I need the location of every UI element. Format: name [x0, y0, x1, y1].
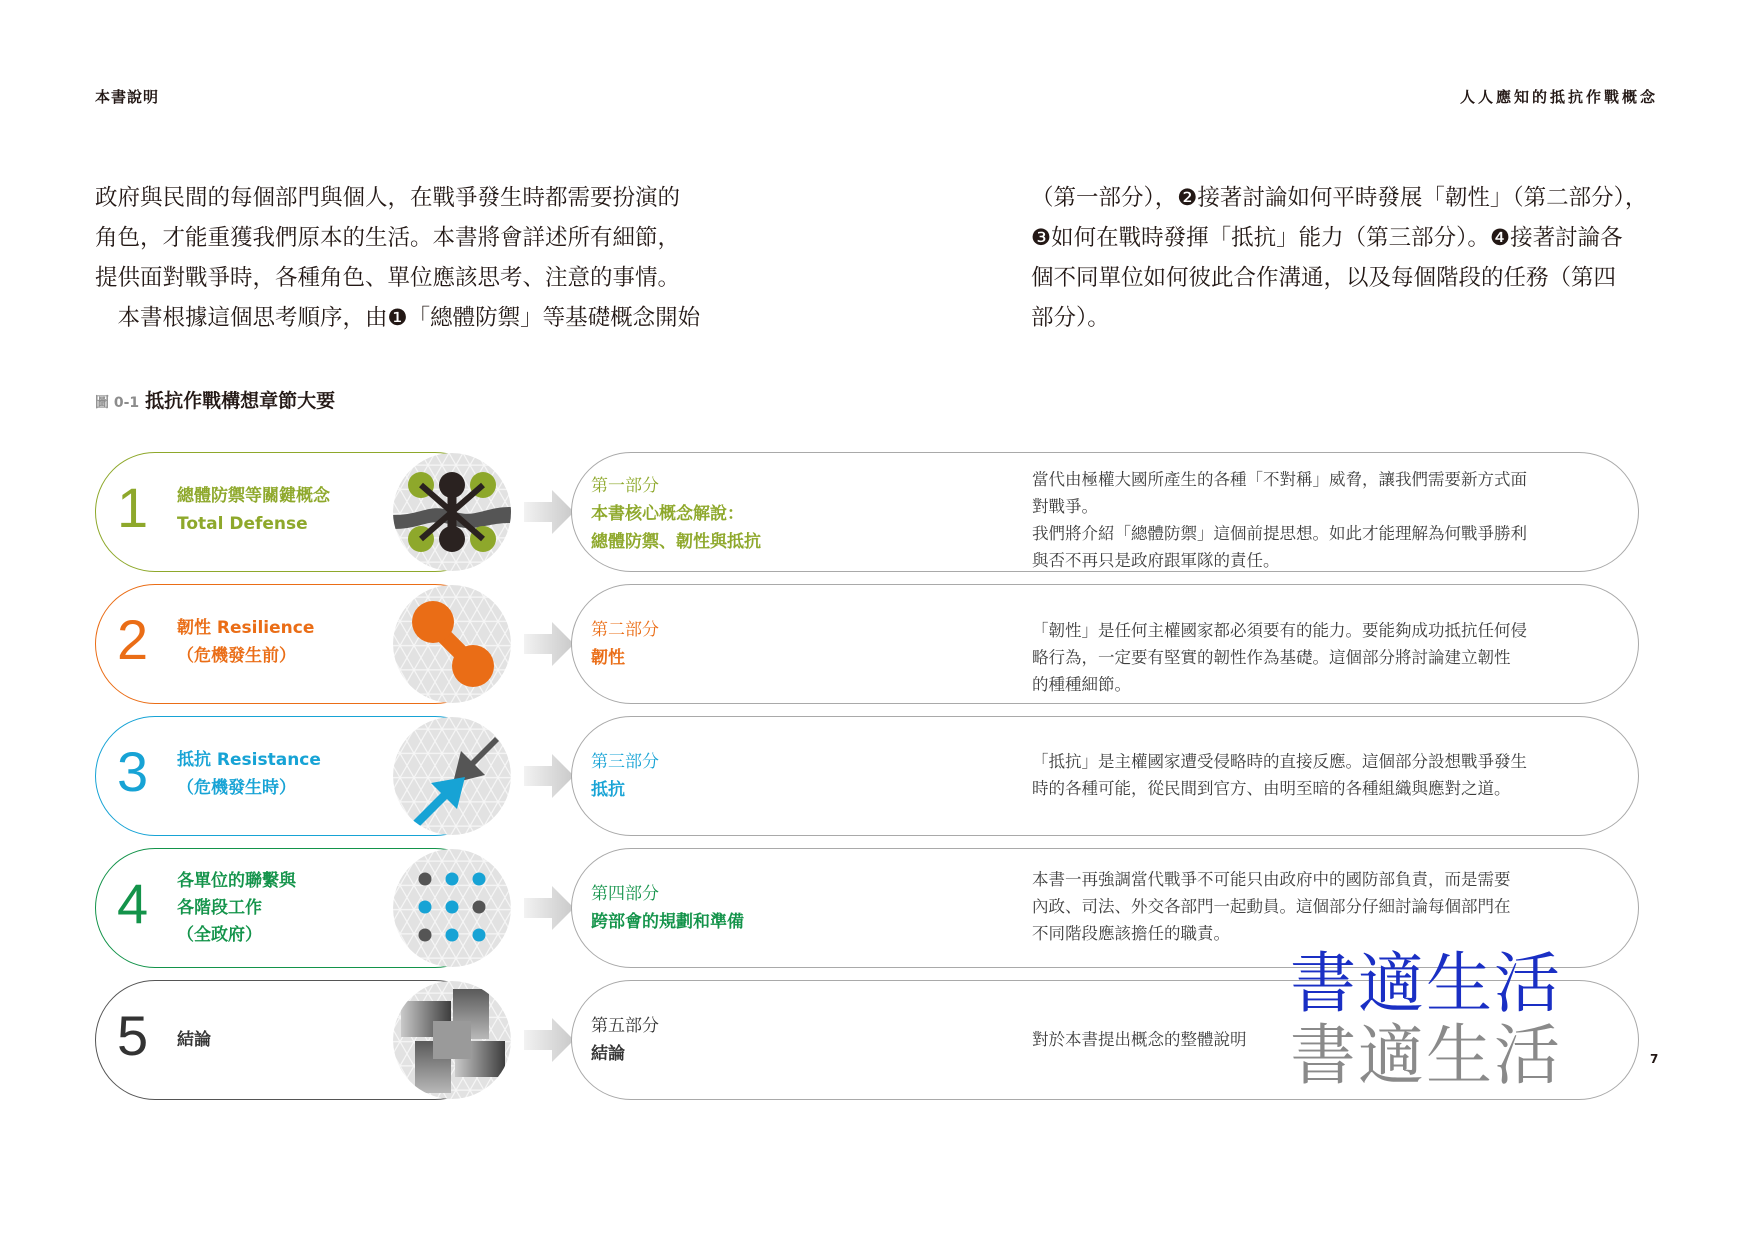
part-description: [1032, 466, 1592, 574]
part-title-line: 總體防禦、韌性與抵抗: [591, 532, 761, 552]
description-line: 內政、司法、外交各部門一起動員。這個部分仔細討論每個部門在: [1032, 897, 1511, 916]
body-line: 部分）。: [1031, 305, 1110, 331]
body-line: 個不同單位如何彼此合作溝通，以及每個階段的任務（第四: [1031, 265, 1617, 291]
page-number: 7: [1650, 1052, 1659, 1066]
chapter-title: [177, 482, 330, 538]
arrow-right-icon: [524, 622, 574, 666]
part-description: [1032, 748, 1592, 802]
running-head-right: 人人應知的抵抗作戰概念: [1459, 88, 1658, 106]
opposing-arrows-icon: [393, 717, 511, 835]
chapter-title-line: 結論: [177, 1030, 211, 1050]
chapter-title-line: （危機發生時）: [177, 778, 296, 798]
arrow-right-icon: [524, 1018, 574, 1062]
description-line: 對戰爭。: [1032, 497, 1098, 516]
part-label: [591, 880, 744, 936]
description-line: 我們將介紹「總體防禦」這個前提思想。如此才能理解為何戰爭勝利: [1032, 524, 1527, 543]
part-number: 第二部分: [591, 620, 659, 640]
description-line: 「抵抗」是主權國家遭受侵略時的直接反應。這個部分設想戰爭發生: [1032, 752, 1527, 771]
body-line: 政府與民間的每個部門與個人，在戰爭發生時都需要扮演的: [95, 185, 681, 211]
chapter-title: [177, 1026, 211, 1054]
description-line: 與否不再只是政府跟軍隊的責任。: [1032, 551, 1280, 570]
arrow-right-icon: [524, 886, 574, 930]
part-title-line: 本書核心概念解說：: [591, 504, 744, 524]
chapter-title-line: 各階段工作: [177, 898, 262, 918]
part-number: 第五部分: [591, 1016, 659, 1036]
body-line: （第一部分），❷接著討論如何平時發展「韌性」（第二部分），: [1031, 185, 1648, 211]
description-line: 略行為，一定要有堅實的韌性作為基礎。這個部分將討論建立韌性: [1032, 648, 1511, 667]
chapter-row-3: [0, 716, 1749, 838]
chapter-title-line: 總體防禦等關鍵概念: [177, 486, 330, 506]
arrow-right-icon: [524, 490, 574, 534]
body-text-left-column: [95, 178, 735, 338]
chapter-number: 2: [117, 608, 149, 671]
body-line: ❸如何在戰時發揮「抵抗」能力（第三部分）。❹接著討論各: [1031, 225, 1623, 251]
chapter-row-2: [0, 584, 1749, 706]
description-line: 本書一再強調當代戰爭不可能只由政府中的國防部負責，而是需要: [1032, 870, 1511, 889]
description-line: 的種種細節。: [1032, 675, 1131, 694]
chapter-number: 5: [117, 1004, 149, 1067]
running-head-left: 本書說明: [95, 88, 160, 106]
figure-caption: [95, 386, 335, 413]
part-label: [591, 748, 659, 804]
part-label: [591, 616, 659, 672]
body-line: 本書根據這個思考順序，由❶「總體防禦」等基礎概念開始: [95, 305, 701, 331]
chapter-title: [177, 868, 296, 949]
chapter-title-line: （全政府）: [177, 925, 262, 945]
arrow-right-icon: [524, 754, 574, 798]
woven-squares-icon: [393, 981, 511, 1099]
part-label: [591, 1012, 659, 1068]
part-description: [1032, 617, 1592, 698]
part-title-line: 跨部會的規劃和準備: [591, 912, 744, 932]
watermark-text: 書適生活: [1290, 945, 1562, 1022]
chapter-number: 3: [117, 740, 149, 803]
linked-nodes-icon: [393, 585, 511, 703]
part-label: [591, 472, 761, 556]
network-icon: [393, 453, 511, 571]
chapter-number: 1: [117, 476, 149, 539]
part-title-line: 結論: [591, 1044, 625, 1064]
part-title-line: 抵抗: [591, 780, 625, 800]
chapter-number: 4: [117, 872, 149, 935]
description-line: 時的各種可能，從民間到官方、由明至暗的各種組織與應對之道。: [1032, 779, 1511, 798]
description-line: 不同階段應該擔任的職責。: [1032, 924, 1230, 943]
description-line: 「韌性」是任何主權國家都必須要有的能力。要能夠成功抵抗任何侵: [1032, 621, 1527, 640]
chapter-title-line: （危機發生前）: [177, 646, 296, 666]
chapter-title-line: Total Defense: [177, 514, 308, 534]
figure-title: 抵抗作戰構想章節大要: [145, 390, 336, 412]
part-number: 第四部分: [591, 884, 659, 904]
description-line: 對於本書提出概念的整體說明: [1032, 1030, 1247, 1049]
description-line: 當代由極權大國所產生的各種「不對稱」威脅，讓我們需要新方式面: [1032, 470, 1527, 489]
chapter-title: [177, 614, 314, 670]
dot-grid-icon: [393, 849, 511, 967]
watermark-text: 書適生活: [1290, 1017, 1562, 1094]
chapter-title: [177, 746, 321, 802]
chapter-title-line: 抵抗 Resistance: [177, 750, 321, 770]
part-number: 第三部分: [591, 752, 659, 772]
part-number: 第一部分: [591, 476, 659, 496]
chapter-row-1: [0, 452, 1749, 574]
body-line: 角色，才能重獲我們原本的生活。本書將會詳述所有細節，: [95, 225, 681, 251]
part-title-line: 韌性: [591, 648, 625, 668]
body-text-right-column: [1031, 178, 1671, 338]
body-line: 提供面對戰爭時，各種角色、單位應該思考、注意的事情。: [95, 265, 681, 291]
chapter-title-line: 各單位的聯繫與: [177, 871, 296, 891]
figure-number: 圖 0-1: [95, 395, 140, 411]
chapter-title-line: 韌性 Resilience: [177, 618, 315, 638]
